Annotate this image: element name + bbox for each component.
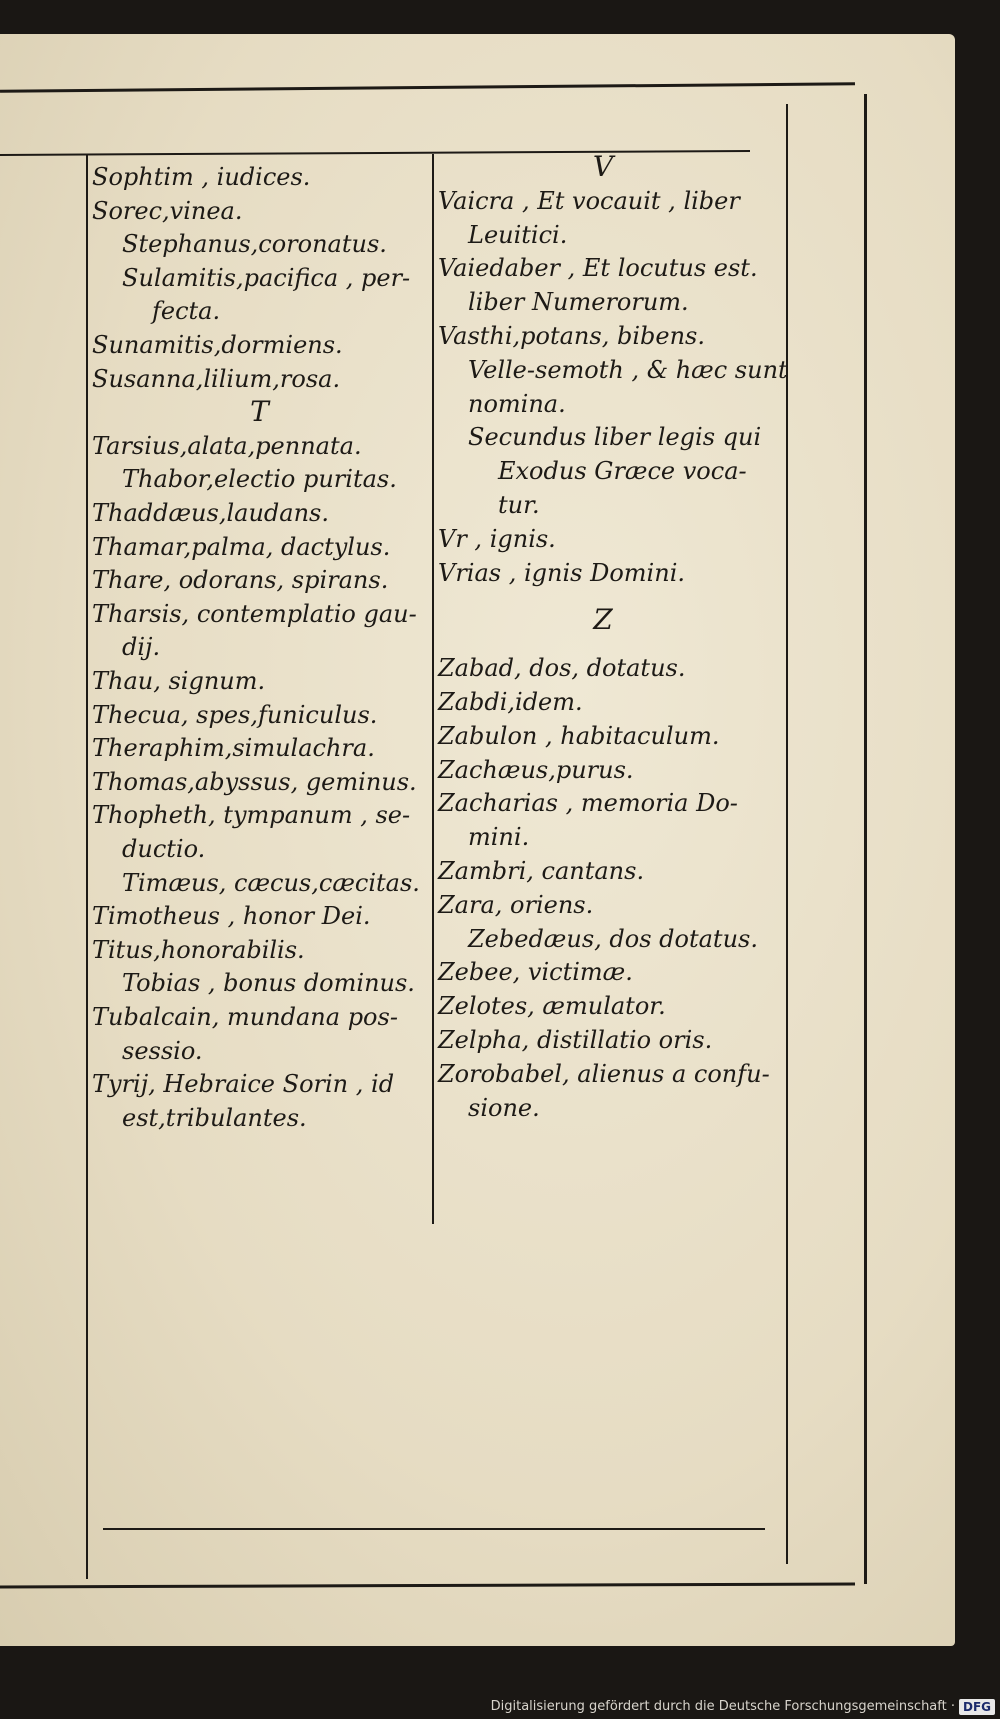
- glossary-entry: sessio.: [122, 1036, 203, 1065]
- glossary-entry: Theraphim,simulachra.: [92, 734, 375, 763]
- glossary-entry: Timotheus , honor Dei.: [92, 902, 371, 931]
- bottom-outer-rule: [0, 1583, 855, 1589]
- glossary-entry: Vasthi,potans, bibens.: [438, 322, 705, 350]
- glossary-entry: Thau, signum.: [92, 667, 266, 695]
- credit-text: Digitalisierung gefördert durch die Deutsche Forschungsgemeinschaft ·: [490, 1699, 955, 1714]
- glossary-entry: Zabdi,idem.: [438, 688, 583, 716]
- glossary-entry: Exodus Græce voca-: [498, 457, 747, 486]
- glossary-entry: Thopheth, tympanum , se-: [92, 801, 411, 830]
- section-letter-heading: V: [592, 150, 614, 183]
- glossary-entry: Velle-semoth , & hæc sunt: [468, 355, 788, 384]
- book-page: [0, 34, 955, 1646]
- glossary-entry: fecta.: [152, 297, 221, 326]
- glossary-entry: Vaicra , Et vocauit , liber: [438, 186, 740, 215]
- section-letter-heading: T: [250, 395, 269, 429]
- glossary-entry: dij.: [122, 633, 161, 662]
- glossary-entry: Zebee, victimæ.: [438, 958, 633, 987]
- glossary-entry: Sunamitis,dormiens.: [92, 331, 343, 359]
- glossary-entry: Sulamitis,pacifica , per-: [122, 263, 411, 292]
- glossary-entry: Thecua, spes,funiculus.: [92, 700, 378, 729]
- section-letter-heading: Z: [593, 603, 613, 637]
- glossary-entry: Zachæus,purus.: [438, 755, 634, 784]
- glossary-entry: Titus,honorabilis.: [92, 935, 305, 964]
- column-divider-rule: [432, 154, 434, 1224]
- glossary-entry: Vrias , ignis Domini.: [438, 558, 685, 587]
- right-inner-rule: [786, 104, 788, 1564]
- glossary-entry: Thamar,palma, dactylus.: [92, 532, 391, 561]
- glossary-entry: Zacharias , memoria Do-: [438, 789, 738, 818]
- glossary-entry: Secundus liber legis qui: [468, 423, 762, 452]
- glossary-entry: Vr , ignis.: [438, 524, 556, 553]
- glossary-entry: Zelpha, distillatio oris.: [438, 1026, 713, 1054]
- digitization-credit: [0, 1694, 995, 1719]
- glossary-entry: Zabulon , habitaculum.: [438, 721, 720, 750]
- glossary-entry: Zebedæus, dos dotatus.: [468, 924, 758, 953]
- glossary-entry: tur.: [498, 491, 540, 519]
- glossary-entry: Tubalcain, mundana pos-: [92, 1003, 398, 1031]
- glossary-entry: Leuitici.: [468, 220, 568, 249]
- glossary-entry: Timæus, cæcus,cæcitas.: [122, 868, 420, 897]
- glossary-entry: mini.: [468, 823, 530, 852]
- glossary-entry: Susanna,lilium,rosa.: [92, 364, 341, 393]
- glossary-entry: Tharsis, contemplatio gau-: [92, 599, 417, 628]
- bottom-inner-rule: [103, 1528, 765, 1530]
- glossary-entry: Sorec,vinea.: [92, 196, 243, 225]
- glossary-entry: ductio.: [122, 835, 206, 863]
- glossary-entry: Thomas,abyssus, geminus.: [92, 767, 417, 796]
- glossary-entry: Zorobabel, alienus a confu-: [438, 1059, 770, 1088]
- right-outer-rule: [864, 94, 867, 1584]
- glossary-entry: Tobias , bonus dominus.: [122, 969, 415, 998]
- glossary-entry: Thabor,electio puritas.: [122, 465, 397, 494]
- left-border-rule: [86, 154, 88, 1579]
- glossary-entry: sione.: [468, 1093, 540, 1122]
- glossary-entry: Sophtim , iudices.: [92, 163, 311, 191]
- dfg-logo: DFG: [959, 1699, 995, 1715]
- glossary-entry: Tyrij, Hebraice Sorin , id: [92, 1070, 395, 1099]
- glossary-entry: Thare, odorans, spirans.: [92, 566, 389, 595]
- glossary-entry: Vaiedaber , Et locutus est.: [438, 254, 758, 283]
- glossary-entry: Zara, oriens.: [438, 890, 594, 919]
- glossary-entry: nomina.: [468, 389, 566, 418]
- glossary-entry: Stephanus,coronatus.: [122, 230, 387, 259]
- glossary-entry: liber Numerorum.: [468, 288, 689, 317]
- top-rule: [0, 82, 855, 92]
- glossary-entry: Thaddæus,laudans.: [92, 499, 329, 527]
- glossary-entry: Zelotes, æmulator.: [438, 992, 666, 1021]
- glossary-entry: Tarsius,alata,pennata.: [92, 431, 362, 460]
- glossary-entry: Zambri, cantans.: [438, 857, 645, 885]
- glossary-entry: Zabad, dos, dotatus.: [438, 654, 686, 683]
- glossary-entry: est,tribulantes.: [122, 1103, 307, 1132]
